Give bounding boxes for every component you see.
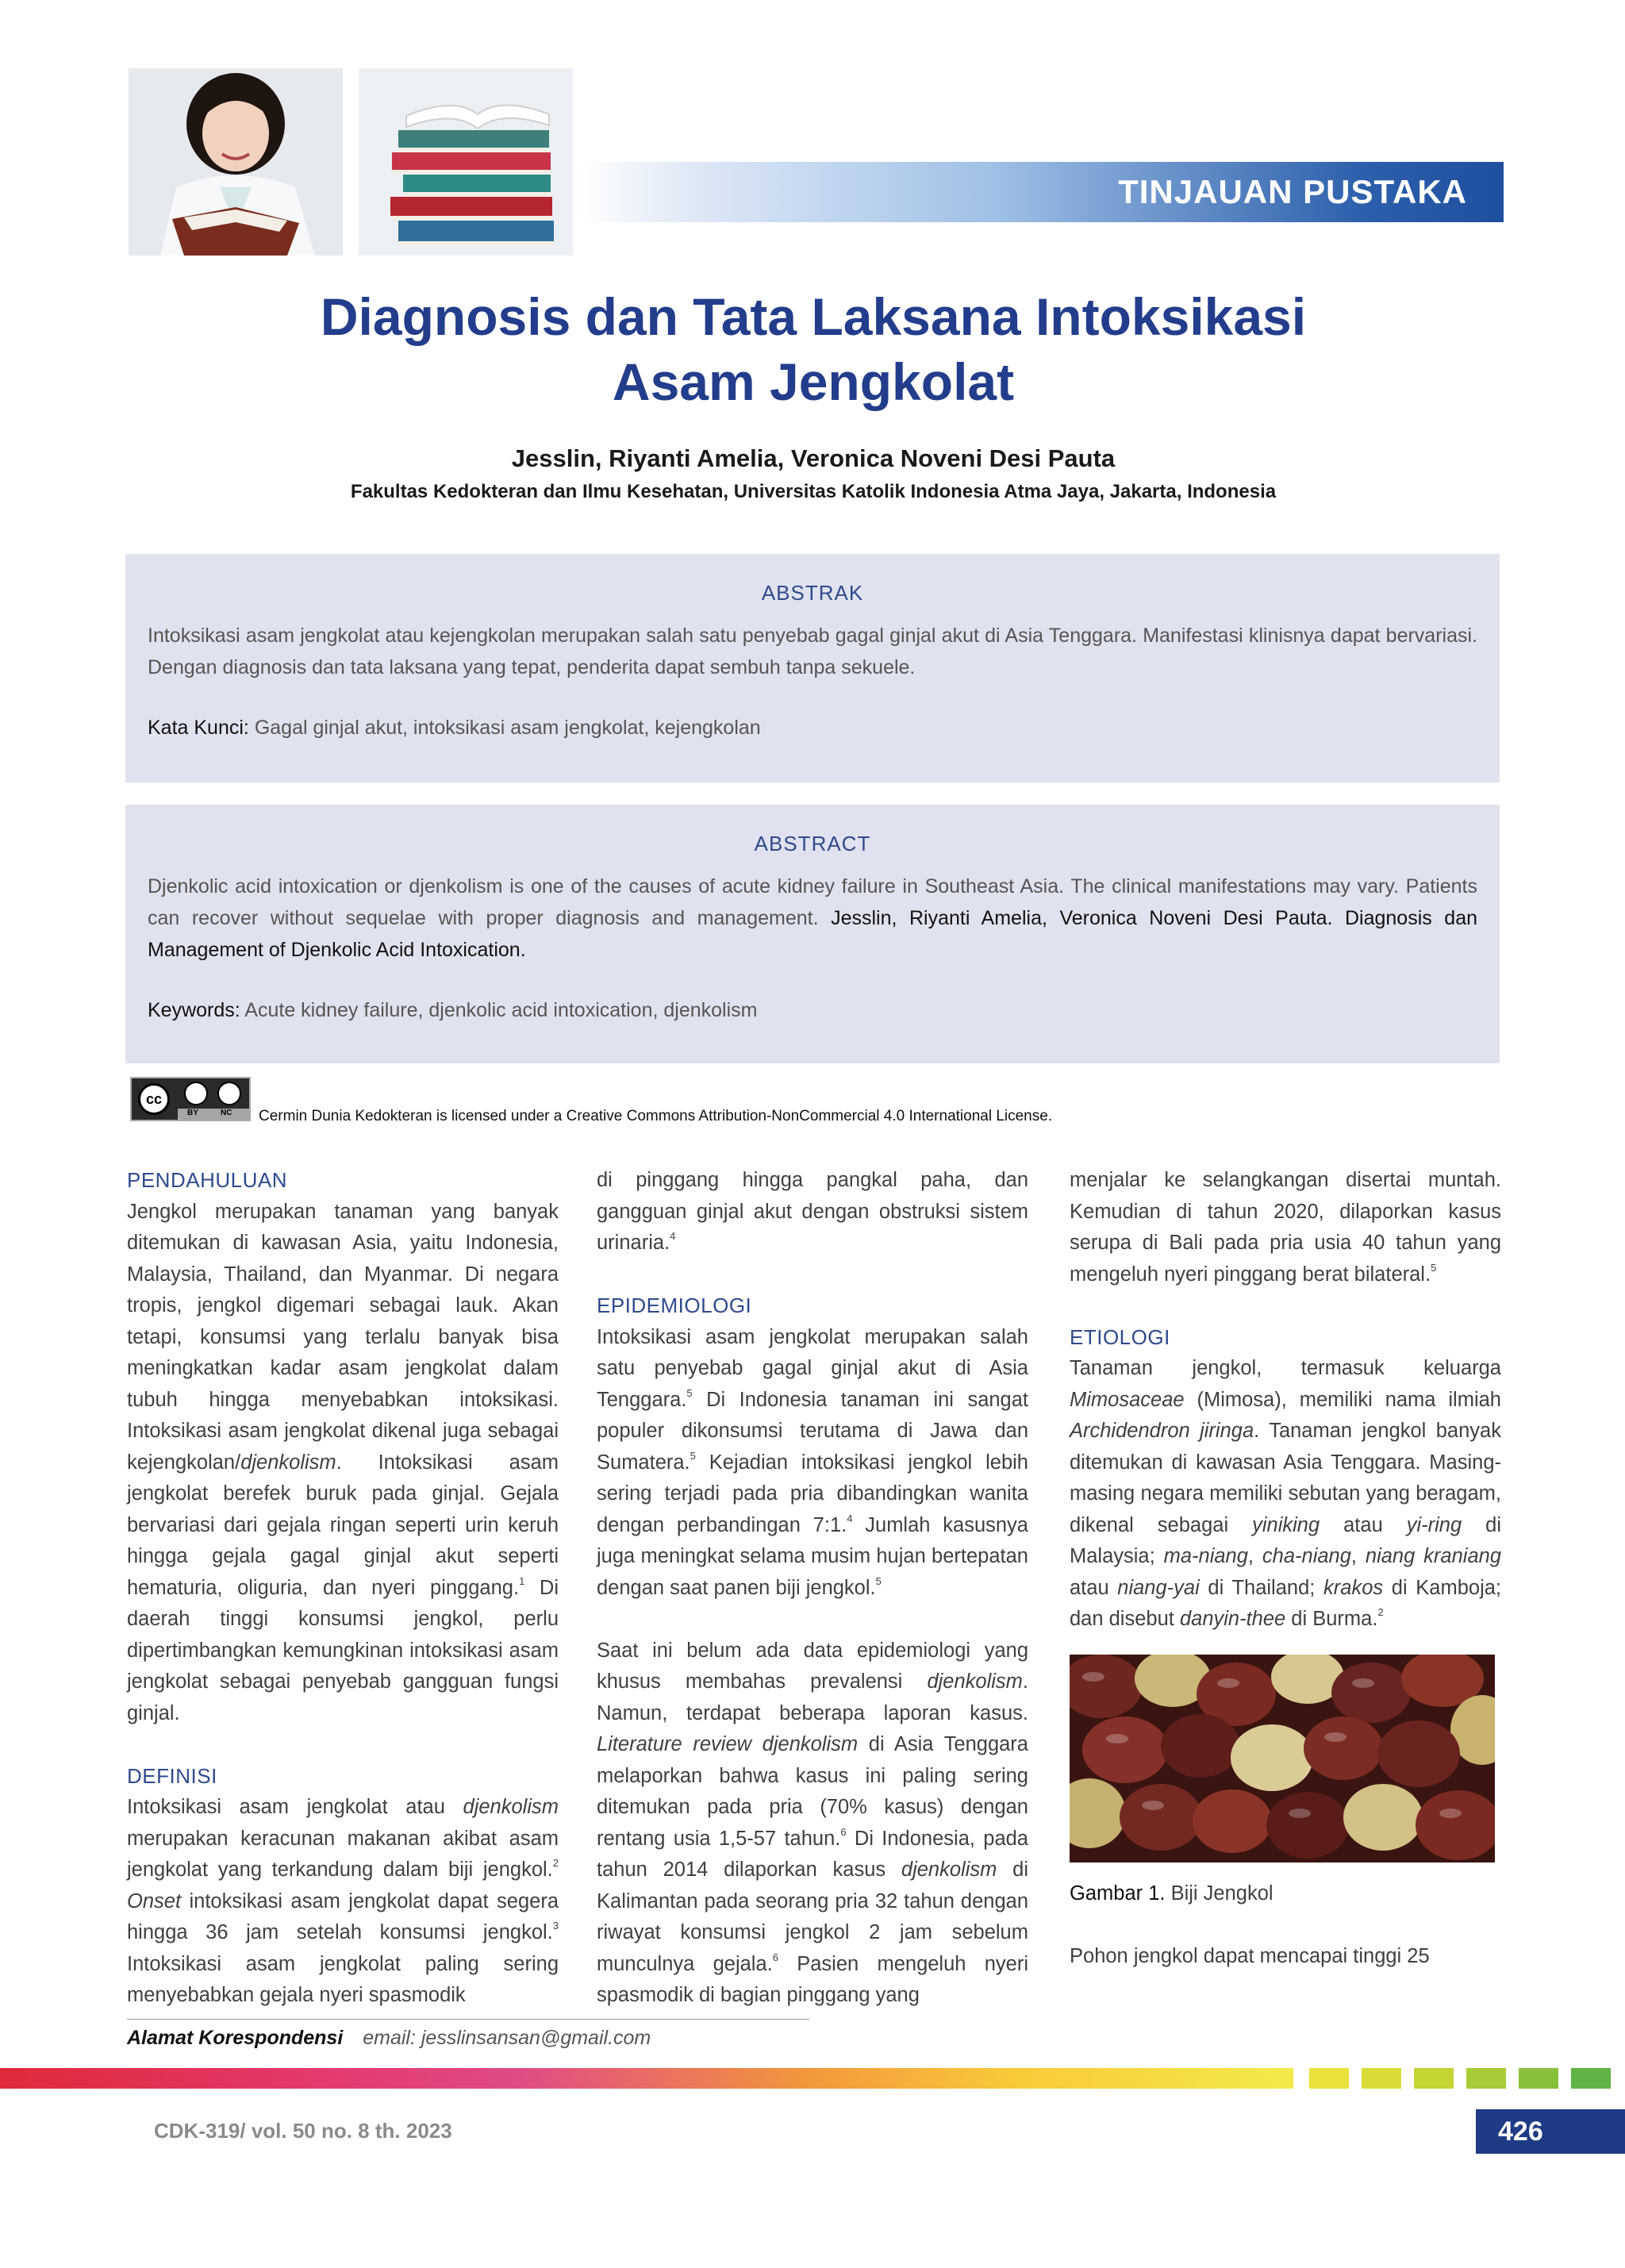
journal-info: CDK-319/ vol. 50 no. 8 th. 2023 [154,2119,452,2143]
figure-caption [1070,1878,1501,1910]
badge-by: BY [187,1109,198,1117]
paragraph-epidemiologi-1: Intoksikasi asam jengkolat merupakan salah satu penyebab gagal ginjal akut di Asia Tenggara.$^5$ Di Indonesia tanaman ini sangat populer dikonsumsi terutama di Jawa dan Sumatera.$^5$ Kejadian intoksikasi jengkol lebih sering terjadi pada pria dibandingkan wanita dengan perbandingan 7:1.$^4$ Jumlah kasusnya juga meningkat selama musim hujan bertepatan dengan saat panen biji jengkol.$^5$ [597,1325,1028,1599]
heading-epidemiologi: EPIDEMIOLOGI [597,1294,752,1317]
paragraph-epidemiologi-2: Saat ini belum ada data epidemiologi yang khusus membahas prevalensi djenkolism. Namun, terdapat beberapa laporan kasus. Literature review djenkolism di Asia Tenggara melaporkan bahwa kasus ini paling sering ditemukan pada pria (70% kasus) dengan rentang usia 1,5-57 tahun.$^6$ Di Indonesia, pada tahun 2014 dilaporkan kasus djenkolism di Kalimantan pada seorang pria 32 tahun dengan riwayat konsumsi jengkol 2 jam sebelum munculnya gejala.$^6$ Pasien mengeluh nyeri spasmodik di bagian pinggang yang [597,1639,1029,2006]
abstract-heading: ABSTRACT [754,832,871,855]
person-icon [184,1082,208,1105]
abstract-text [148,871,1477,966]
affiliation: Fakultas Kedokteran dan Ilmu Kesehatan, Universitas Katolik Indonesia Atma Jaya, Jakarta, Indonesia [350,481,1277,502]
paragraph-definisi: Intoksikasi asam jengkolat atau djenkolism merupakan keracunan makanan akibat asam jengkolat yang terkandung dalam biji jengkol.$^2$ Onset intoksikasi asam jengkolat dapat segera hingga 36 jam setelah konsumsi jengkol.$^3$ Intoksikasi asam jengkolat paling sering menyebabkan gejala nyeri spasmodik [127,1796,559,2006]
correspondence-email[interactable]: email: jesslinsansan@gmail.com [363,2027,651,2049]
license-text: Cermin Dunia Kedokteran is licensed under a Creative Commons Attribution-NonCommercial 4.0 International License. [259,1108,1053,1124]
books-photo [359,68,573,256]
footer-square [1466,2068,1506,2089]
noncommercial-icon [217,1082,241,1105]
author-photo [129,68,343,256]
abstract-body: Djenkolic acid intoxication or djenkolism is one of the causes of acute kidney failure in Southeast Asia. The clinical manifestations may vary. Patients can recover without sequelae with proper diagnosis and management. [148,875,1477,929]
author-list: Jesslin, Riyanti Amelia, Veronica Noveni Desi Pauta [511,444,1116,472]
abstract-box [125,805,1500,1063]
abstrak-keywords-value: Gagal ginjal akut, intoksikasi asam jengkolat, kejengkolan [254,717,761,739]
abstract-keywords-label: Keywords: [148,999,240,1021]
abstrak-keywords-label: Kata Kunci: [148,717,249,739]
paragraph-definisi-cont: di pinggang hingga pangkal paha, dan gangguan ginjal akut dengan obstruksi sistem urinaria.$^4$ [597,1169,1028,1254]
abstrak-text: Intoksikasi asam jengkolat atau kejengkolan merupakan salah satu penyebab gagal ginjal akut di Asia Tenggara. Manifestasi klinisnya dapat bervariasi. Dengan diagnosis dan tata laksana yang tepat, penderita dapat sembuh tanpa sekuele. [148,625,1477,678]
heading-etiologi: ETIOLOGI [1070,1324,1170,1349]
correspondence-label: Alamat Korespondensi [127,2027,344,2049]
paragraph-etiologi: Tanaman jengkol, termasuk keluarga Mimosaceae (Mimosa), memiliki nama ilmiah Archidendron jiringa. Tanaman jengkol banyak ditemukan di kawasan Asia Tenggara. Masing-masing negara memiliki sebutan yang beragam, dikenal sebagai yiniking atau yi-ring di Malaysia; ma-niang, cha-niang, niang kraniang atau niang-yai di Thailand; krakos di Kamboja; dan disebut danyin-thee di Burma.$^2$ [1070,1357,1501,1630]
badge-nc: NC [221,1109,232,1117]
article-title [159,284,1468,414]
figure-caption-text: Biji Jengkol [1170,1882,1273,1905]
page-number: 426 [1476,2109,1625,2154]
section-label: TINJAUAN PUSTAKA [1118,173,1467,210]
footer-square [1571,2068,1611,2089]
footer-square [1414,2068,1454,2089]
cc-icon: cc [138,1083,170,1115]
column-2 [597,1165,1028,2012]
heading-pendahuluan: PENDAHULUAN [127,1168,287,1192]
column-3 [1070,1165,1501,1972]
abstract-citation: Jesslin, Riyanti Amelia, Veronica Noveni Desi Pauta. Diagnosis dan Management of Djenkolic Acid Intoxication. [148,907,1478,961]
abstract-keywords [148,994,1477,1026]
abstrak-box [125,554,1500,782]
column-1 [127,1165,559,2012]
abstract-keywords-value: Acute kidney failure, djenkolic acid intoxication, djenkolism [244,999,758,1021]
abstrak-keywords [148,712,1477,744]
paragraph-epidemiologi-cont: menjalar ke selangkangan disertai muntah. Kemudian di tahun 2020, dilaporkan kasus serupa di Bali pada pria usia 40 tahun yang mengeluh nyeri pinggang berat bilateral.$^5$ [1070,1169,1501,1286]
paragraph-etiologi-2: Pohon jengkol dapat mencapai tinggi 25 [1070,1944,1430,1967]
paragraph-pendahuluan: Jengkol merupakan tanaman yang banyak ditemukan di kawasan Asia, yaitu Indonesia, Malaysia, Thailand, dan Myanmar. Di negara tropis, jengkol digemari sebagai lauk. Akan tetapi, konsumsi yang terlalu banyak bisa meningkatkan kadar asam jengkolat dalam tubuh hingga menyebabkan intoksikasi. Intoksikasi asam jengkolat dikenal juga sebagai kejengkolan/djenkolism. Intoksikasi asam jengkolat berefek buruk pada ginjal. Gejala bervariasi dari gejala ringan seperti urin keruh hingga gejala gagal ginjal akut seperti hematuria, oliguria, dan nyeri pinggang.$^1$ Di daerah tinggi konsumsi jengkol, perlu dipertimbangkan kemungkinan intoksikasi asam jengkolat sebagai penyebab gangguan fungsi ginjal. [127,1200,559,1724]
figure-label: Gambar 1. [1070,1882,1166,1905]
correspondence [127,2027,651,2050]
abstrak-heading: ABSTRAK [761,581,864,605]
footer-square [1362,2068,1401,2089]
figure-jengkol-seeds [1070,1655,1495,1862]
section-banner [579,162,1504,222]
footer-square [1519,2068,1558,2089]
footer-square [1309,2068,1349,2089]
footer-color-bar [0,2068,1293,2089]
creative-commons-badge-icon[interactable] [130,1077,251,1121]
heading-definisi: DEFINISI [127,1763,217,1788]
correspondence-divider [127,2019,809,2020]
title-line-1: Diagnosis dan Tata Laksana Intoksikasi [320,287,1307,346]
title-line-2: Asam Jengkolat [612,352,1015,411]
